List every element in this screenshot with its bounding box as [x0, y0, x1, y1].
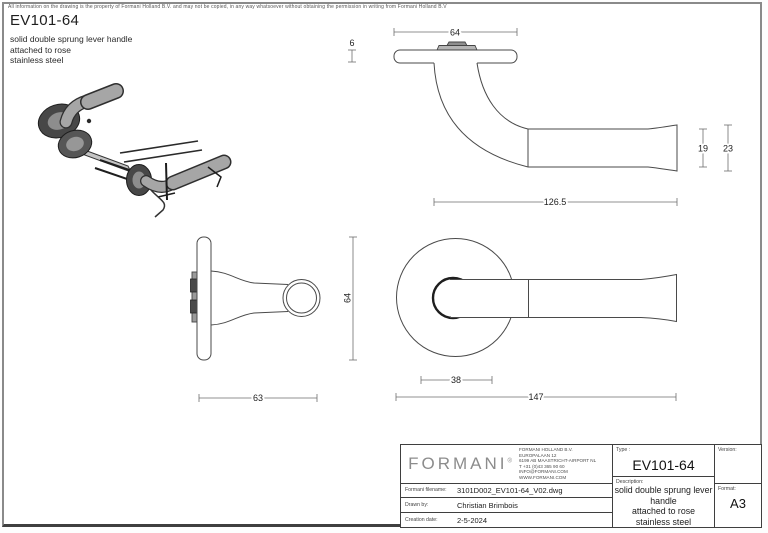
iso-bolt — [120, 141, 198, 153]
creation-date-label: Creation date: — [405, 517, 438, 524]
grip-outline — [528, 125, 677, 171]
view-end-dimensions — [199, 237, 357, 403]
format-cell — [715, 483, 761, 527]
title-block-left-column — [401, 445, 612, 527]
registered-trademark-symbol: ® — [507, 458, 512, 465]
title-block-middle-column — [612, 445, 714, 527]
mechanism-base — [437, 46, 477, 51]
neck-top-edge — [211, 271, 288, 285]
drawn-by-row — [401, 497, 612, 512]
lever-bar-fill — [451, 280, 641, 317]
creation-date-value: 2-5-2024 — [457, 515, 488, 525]
formani-logo-text: FORMANI — [408, 453, 508, 473]
format-label: Format: — [718, 486, 736, 492]
logo-row — [401, 445, 612, 483]
view-front-dimensions — [396, 375, 676, 402]
description-line: attached to rose — [631, 506, 696, 516]
rose-profile — [394, 50, 517, 63]
product-description-line: stainless steel — [10, 55, 64, 65]
version-cell — [715, 445, 761, 483]
view-side-elevation — [394, 42, 677, 171]
product-description-line: attached to rose — [10, 44, 71, 55]
description-line: stainless steel — [635, 516, 692, 527]
type-cell — [613, 445, 714, 476]
iso-screw-head — [87, 119, 91, 123]
dim-front-inner: 38 — [450, 375, 462, 385]
address-line: 6199 AB MAASTRICHT-AIRPORT NL — [519, 458, 597, 464]
filename-label: Formani filename: — [405, 487, 447, 494]
dim-rose-width: 64 — [449, 27, 461, 38]
address-line: T +31 (0)43 365 90 60 — [519, 463, 565, 469]
type-value: EV101-64 — [632, 457, 695, 473]
address-line: EUROPALAAN 12 — [519, 452, 557, 458]
description-cell — [613, 476, 714, 527]
dim-grip-end-diameter: 23 — [722, 143, 734, 154]
version-label: Version: — [718, 447, 737, 453]
grip-end-outer-circle — [283, 280, 320, 317]
filename-row — [401, 483, 612, 498]
lever-flared-end — [641, 275, 677, 322]
iso-exploded-view — [34, 91, 224, 217]
dim-side-depth: 63 — [252, 393, 264, 403]
format-value: A3 — [730, 496, 746, 511]
view-front-elevation — [397, 239, 677, 357]
iso-bolt — [124, 150, 202, 162]
dim-side-height: 64 — [342, 292, 353, 304]
rose-edge-profile — [197, 237, 211, 360]
view-end-elevation — [191, 237, 321, 360]
address-line: INFO@FORMANI.COM — [519, 469, 568, 475]
company-address — [519, 447, 612, 481]
drawn-by-label: Drawn by: — [405, 502, 429, 509]
address-line: FORMANI HOLLAND B.V. — [519, 446, 573, 452]
address-line: WWW.FORMANI.COM — [519, 474, 567, 480]
description-line: handle — [650, 495, 677, 506]
dim-front-total-length: 147 — [528, 392, 544, 402]
type-label: Type : — [616, 447, 631, 453]
copyright-disclaimer: All information on the drawing is the property of Formani Holland B.V. and may not be copied, in any way whatsoever without obtaining the permission in writing from Formani Holland B.V — [8, 4, 447, 10]
mechanism-top — [447, 42, 467, 46]
creation-date-row — [401, 512, 612, 527]
description-label: Description: — [616, 479, 644, 485]
neck-bottom-edge — [211, 312, 288, 326]
filename-value: 3101D002_EV101-64_V02.dwg — [457, 485, 563, 495]
dim-grip-diameter: 19 — [697, 143, 709, 154]
dim-rose-thickness: 6 — [349, 38, 355, 48]
product-description-line: solid double sprung lever handle — [10, 34, 133, 44]
product-code-title: EV101-64 — [10, 12, 80, 29]
title-block — [400, 444, 762, 528]
formani-logo — [401, 454, 519, 474]
title-block-right-column — [714, 445, 761, 527]
drawn-by-value: Christian Brimbois — [457, 500, 518, 510]
dim-lever-length: 126.5 — [543, 197, 567, 207]
iso-spring-wire — [151, 190, 165, 217]
description-line: solid double sprung lever — [614, 485, 713, 495]
